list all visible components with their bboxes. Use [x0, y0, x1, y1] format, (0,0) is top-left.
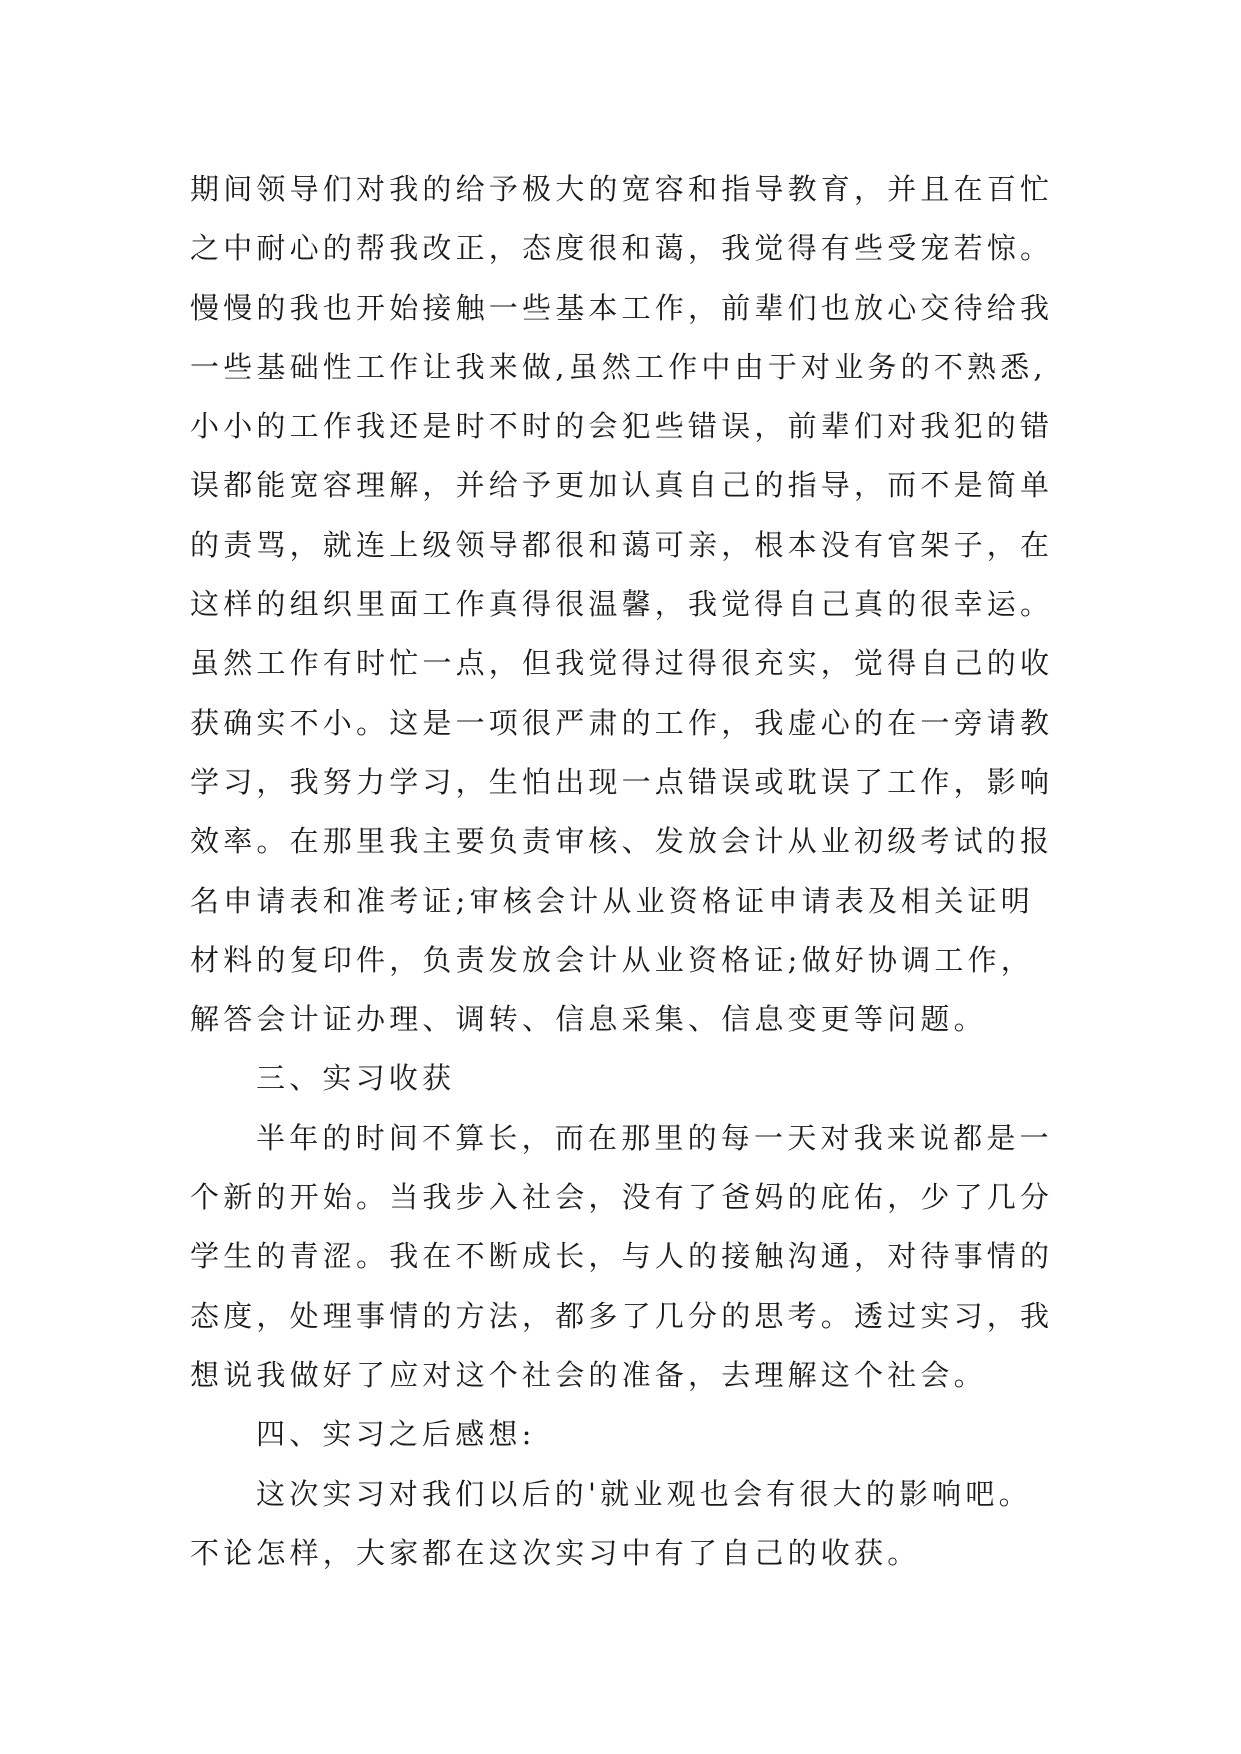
text-line: 虽然工作有时忙一点，但我觉得过得很充实，觉得自己的收 [190, 646, 1054, 681]
text-line: 这样的组织里面工作真得很温馨，我觉得自己真的很幸运。 [190, 587, 1054, 622]
text-line: 想说我做好了应对这个社会的准备，去理解这个社会。 [190, 1357, 987, 1392]
text-line: 的责骂，就连上级领导都很和蔼可亲，根本没有官架子，在 [190, 527, 1054, 562]
text-line: 学习，我努力学习，生怕出现一点错误或耽误了工作，影响 [190, 764, 1054, 799]
section-heading: 三、实习收获 [256, 1061, 456, 1096]
text-line: 之中耐心的帮我改正，态度很和蔼，我觉得有些受宠若惊。 [190, 231, 1054, 266]
text-line: 这次实习对我们以后的'就业观也会有很大的影响吧。 [256, 1476, 1032, 1511]
text-line: 个新的开始。当我步入社会，没有了爸妈的庇佑，少了几分 [190, 1180, 1054, 1215]
text-line: 效率。在那里我主要负责审核、发放会计从业初级考试的报 [190, 824, 1054, 859]
text-line: 误都能宽容理解，并给予更加认真自己的指导，而不是简单 [190, 468, 1054, 503]
text-line: 半年的时间不算长，而在那里的每一天对我来说都是一 [256, 1120, 1053, 1155]
text-line: 解答会计证办理、调转、信息采集、信息变更等问题。 [190, 1002, 987, 1037]
text-line: 获确实不小。这是一项很严肃的工作，我虚心的在一旁请教 [190, 705, 1054, 740]
text-line: 材料的复印件，负责发放会计从业资格证;做好协调工作， [190, 942, 1034, 977]
text-line: 不论怎样，大家都在这次实习中有了自己的收获。 [190, 1535, 921, 1570]
text-line: 名申请表和准考证;审核会计从业资格证申请表及相关证明 [190, 883, 1034, 918]
text-line: 一些基础性工作让我来做,虽然工作中由于对业务的不熟悉, [190, 349, 1047, 384]
body-text [190, 160, 1070, 1583]
text-line: 小小的工作我还是时不时的会犯些错误，前辈们对我犯的错 [190, 409, 1054, 444]
text-line: 学生的青涩。我在不断成长，与人的接触沟通，对待事情的 [190, 1239, 1054, 1274]
text-line: 态度，处理事情的方法，都多了几分的思考。透过实习，我 [190, 1298, 1054, 1333]
text-line: 期间领导们对我的给予极大的宽容和指导教育，并且在百忙 [190, 172, 1054, 206]
section-heading: 四、实习之后感想: [256, 1417, 536, 1452]
text-line: 慢慢的我也开始接触一些基本工作，前辈们也放心交待给我 [190, 290, 1054, 325]
